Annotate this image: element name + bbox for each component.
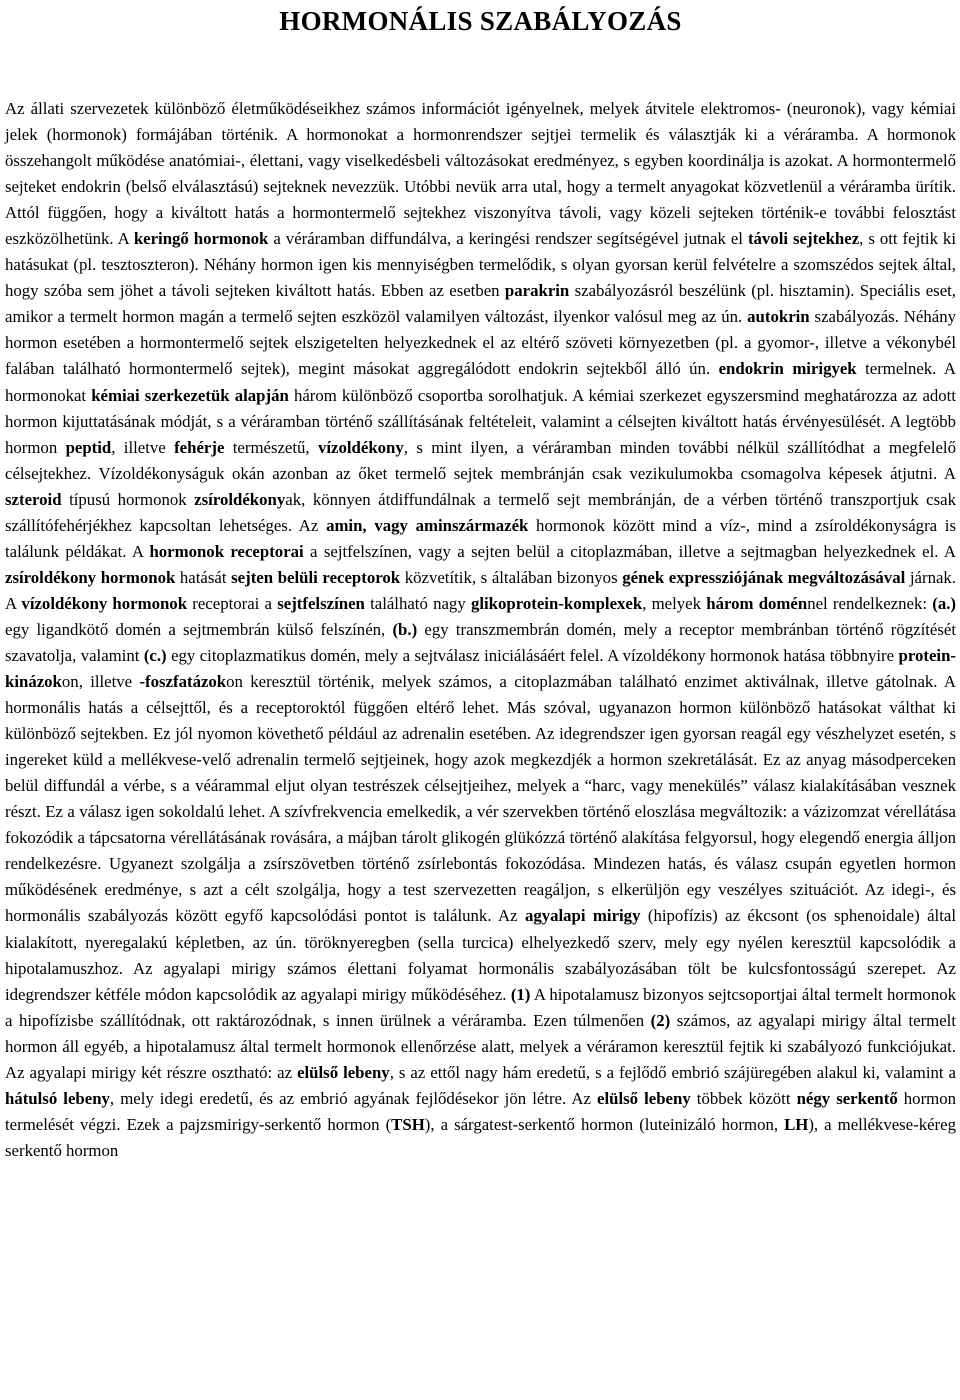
bold-term: (c.) — [143, 645, 167, 665]
bold-term: elülső lebeny — [597, 1088, 691, 1108]
text-run: on, illetve — [61, 672, 140, 692]
bold-term: hátulsó lebeny — [5, 1088, 110, 1108]
bold-term: (2) — [650, 1010, 671, 1030]
bold-term: parakrin — [504, 281, 570, 301]
text-run: ), a mellékvese-kéreg serkentő hormon — [5, 1114, 956, 1160]
bold-term: (a.) — [932, 593, 957, 613]
bold-term: gének expressziójának megváltozásával — [622, 567, 906, 587]
text-run: a véráramban diffundálva, a keringési rendszer segítségével jutnak el — [268, 229, 748, 249]
bold-term: -foszfatázok — [139, 672, 227, 692]
bold-term: keringő hormonok — [133, 229, 269, 249]
bold-term: zsíroldékony hormonok — [5, 567, 176, 587]
text-run: , mely idegi eredetű, és az embrió agyának fejlődésekor jön létre. Az — [109, 1088, 597, 1108]
text-run: egy citoplazmatikus domén, mely a sejtválasz iniciálásáért felel. A vízoldékony hormonok hatása többnyire — [166, 645, 899, 665]
bold-term: glikoprotein-komplexek — [470, 593, 643, 613]
text-run: , s az ettől nagy hám eredetű, s a fejlődő embrió szájüregében alakul ki, valamint a — [389, 1062, 956, 1082]
bold-term: sejtfelszínen — [277, 593, 365, 613]
text-run: Az állati szervezetek különböző életműködéseikhez számos információt igényelnek, melyek átvitele elektromos- (neuronok), vagy kémiai jelek (hormonok) formájában történik. A hormonokat a hormonrendszer sejtjei termelik és választják ki a véráramba. A hormonok összehangolt működése anatómiai-, élettani, vagy viselkedésbeli változásokat eredményez, s egyben koordinálja is azokat. A hormontermelő sejteket endokrin (belső elválasztású) sejteknek nevezzük. Utóbbi nevük arra utal, hogy a termelt anyagokat közvetlenül a véráramba ürítik. Attól függően, hogy a kiváltott hatás a hormontermelő sejtekhez viszonyítva távoli, vagy közeli sejteken történik-e további felosztást eszközölhetünk. A — [5, 99, 956, 249]
bold-term: hormonok receptorai — [149, 541, 304, 561]
bold-term: (1) — [510, 984, 531, 1004]
text-run: , s mint ilyen, a véráramban minden további nélkül szállítódhat a megfelelő célsejtekhez. Vízoldékonyságuk okán azonban az őket termelő sejtek membránján csak vezikulumokba csomagolva képesek átjutni. A — [5, 437, 956, 483]
text-run: ak, könnyen átdiffundálnak a termelő sejt membránján, de a vérben történő transzportjuk csak szállítófehérjékhez kapcsoltan lehetséges. Az — [5, 489, 956, 535]
bold-term: protein-kinázok — [5, 645, 956, 692]
text-run: három különböző csoportba sorolhatjuk. A kémiai szerkezet egyszersmind meghatározza az adott hormon kijuttatásának módját, s a véráramban történő szállításának feltételeit, valamint a célsejten kiváltott hatás érvényesülését. A legtöbb hormon — [5, 385, 956, 457]
bold-term: peptid — [65, 437, 112, 457]
bold-term: LH — [784, 1114, 809, 1134]
text-run: típusú hormonok — [61, 489, 195, 509]
text-run: A hipotalamusz bizonyos sejtcsoportjai által termelt hormonok a hipofízisbe szállítódnak, ott raktározódnak, s innen ürülnek a véráramba. Ezen túlmenően — [5, 984, 956, 1030]
text-run: termelnek. A hormonokat — [5, 359, 957, 405]
text-run: nel rendelkeznek: — [807, 593, 933, 613]
bold-term: kémiai szerkezetük alapján — [91, 385, 289, 405]
text-run: on keresztül történik, melyek számos, a citoplazmában található enzimet aktiválnak, illetve gátolnak. A hormonális hatás a célsejttől, és a receptoroktól függően eltérő lehet. Más szóval, ugyanazon hormon különböző hatásokat válthat ki különböző sejtekben. Ez jól nyomon követhető például az adrenalin esetében. Az idegrendszer igen gyorsan reagál egy vészhelyzet esetén, s ingereket küld a mellékvese-velő adrenalin termelő sejtjeinek, hogy azok megkezdjék a hormon szekretálását. Ez az anyag másodperceken belül diffundál a vérbe, s a véárammal eljut olyan testrészek célsejtjeihez, melyek a “harc, vagy menekülés” válasz kialakításában vesznek részt. Ez a válasz igen sokoldalú lehet. A szívfrekvencia emelkedik, a vér szervekben történő eloszlása megváltozik: a vázizomzat vérellátása fokozódik a tápcsatorna vérellátásának rovására, a májban tárolt glikogén glükózzá történő alakítása felgyorsul, hogy elegendő energia álljon rendelkezésre. Ugyanezt szolgálja a zsírszövetben történő zsírlebontás fokozódása. Mindezen hatás, és válasz csupán egyetlen hormon működésének eredménye, s azt a célt szolgálja, hogy a test szervezetten reagáljon, s elkerüljön egy veszélyes szituációt. Az idegi-, és hormonális szabályozás között egyfő kapcsolódási pontot is találunk. Az — [5, 672, 956, 926]
text-run: receptorai a — [187, 593, 278, 613]
text-run: többek között — [690, 1088, 797, 1108]
text-run: , illetve — [111, 437, 175, 457]
bold-term: (b.) — [392, 619, 418, 639]
text-run: ), a sárgatest-serkentő hormon (luteinizáló hormon, — [424, 1114, 785, 1134]
text-run: egy ligandkötő domén a sejtmembrán külső felszínén, — [5, 619, 393, 639]
text-run: természetű, — [224, 437, 318, 457]
text-run: hatását — [175, 567, 232, 587]
text-run: egy transzmembrán domén, mely a receptor membránban történő rögzítését szavatolja, valamint — [5, 619, 956, 665]
bold-term: endokrin mirigyek — [718, 359, 857, 379]
page-title: HORMONÁLIS SZABÁLYOZÁS — [279, 6, 682, 36]
text-run: járnak. A — [5, 567, 956, 613]
text-run: , s ott fejtik ki hatásukat (pl. tesztoszteron). Néhány hormon igen kis mennyiségben termelődik, s olyan gyorsan kerül felvételre a szomszédos sejtek által, hogy szóba sem jöhet a távoli sejteken kiváltott hatás. Ebben az esetben — [5, 229, 956, 301]
text-run: (hipofízis) az ékcsont (os sphenoidale) által kialakított, nyeregalakú képletben, az ún. töröknyeregben (sella turcica) elhelyezkedő szerv, mely egy nyélen keresztül kapcsolódik a hipotalamuszhoz. Az agyalapi mirigy számos élettani folyamat hormonális szabályozásában tölt be kulcsfontosságú szerepet. Az idegrendszer kétféle módon kapcsolódik az agyalapi mirigy működéséhez. — [5, 906, 956, 1004]
text-run: , melyek — [642, 593, 707, 613]
text-run: található nagy — [364, 593, 471, 613]
bold-term: TSH — [391, 1114, 425, 1134]
text-run: hormonok között mind a víz-, mind a zsíroldékonyságra is találunk példákat. A — [5, 515, 956, 561]
text-run: szabályozás. Néhány hormon esetében a hormontermelő sejtek elszigetelten helyezkednek el az eltérő szöveti környezetben (pl. a gyomor-, illetve a vékonybél falában található hormontermelő sejtek), megint másokat aggregálódott endokrin sejtekből álló ún. — [5, 307, 956, 379]
bold-term: szteroid — [5, 489, 62, 509]
bold-term: fehérje — [174, 437, 225, 457]
bold-term: vízoldékony hormonok — [21, 593, 188, 613]
bold-term: elülső lebeny — [297, 1062, 390, 1082]
bold-term: négy serkentő — [796, 1088, 898, 1108]
text-run: hormon termelését végzi. Ezek a pajzsmirigy-serkentő hormon ( — [5, 1088, 956, 1134]
bold-term: távoli sejtekhez — [747, 229, 860, 249]
text-run: közvetítik, s általában bizonyos — [400, 567, 623, 587]
bold-term: autokrin — [747, 307, 810, 327]
bold-term: sejten belüli receptorok — [231, 567, 401, 587]
text-run: számos, az agyalapi mirigy által termelt hormon áll egyéb, a hipotalamusz által termelt hormonok ellenőrzése alatt, melyek a véráramon keresztül fejtik ki szabályozó funkciójukat. Az agyalapi mirigy két részre osztható: az — [5, 1010, 956, 1082]
bold-term: agyalapi mirigy — [524, 906, 641, 926]
body-paragraph — [5, 96, 956, 1164]
text-run: a sejtfelszínen, vagy a sejten belül a citoplazmában, illetve a sejtmagban helyezkednek el. A — [303, 541, 957, 561]
bold-term: amin, vagy aminszármazék — [326, 515, 529, 535]
bold-term: zsíroldékony — [194, 489, 286, 509]
text-run: szabályozásról beszélünk (pl. hisztamin). Speciális eset, amikor a termelt hormon magán a termelő sejten eszközöl valamilyen változást, ilyenkor valósul meg az ún. — [5, 281, 956, 327]
bold-term: három domén — [706, 593, 808, 613]
bold-term: vízoldékony — [317, 437, 404, 457]
